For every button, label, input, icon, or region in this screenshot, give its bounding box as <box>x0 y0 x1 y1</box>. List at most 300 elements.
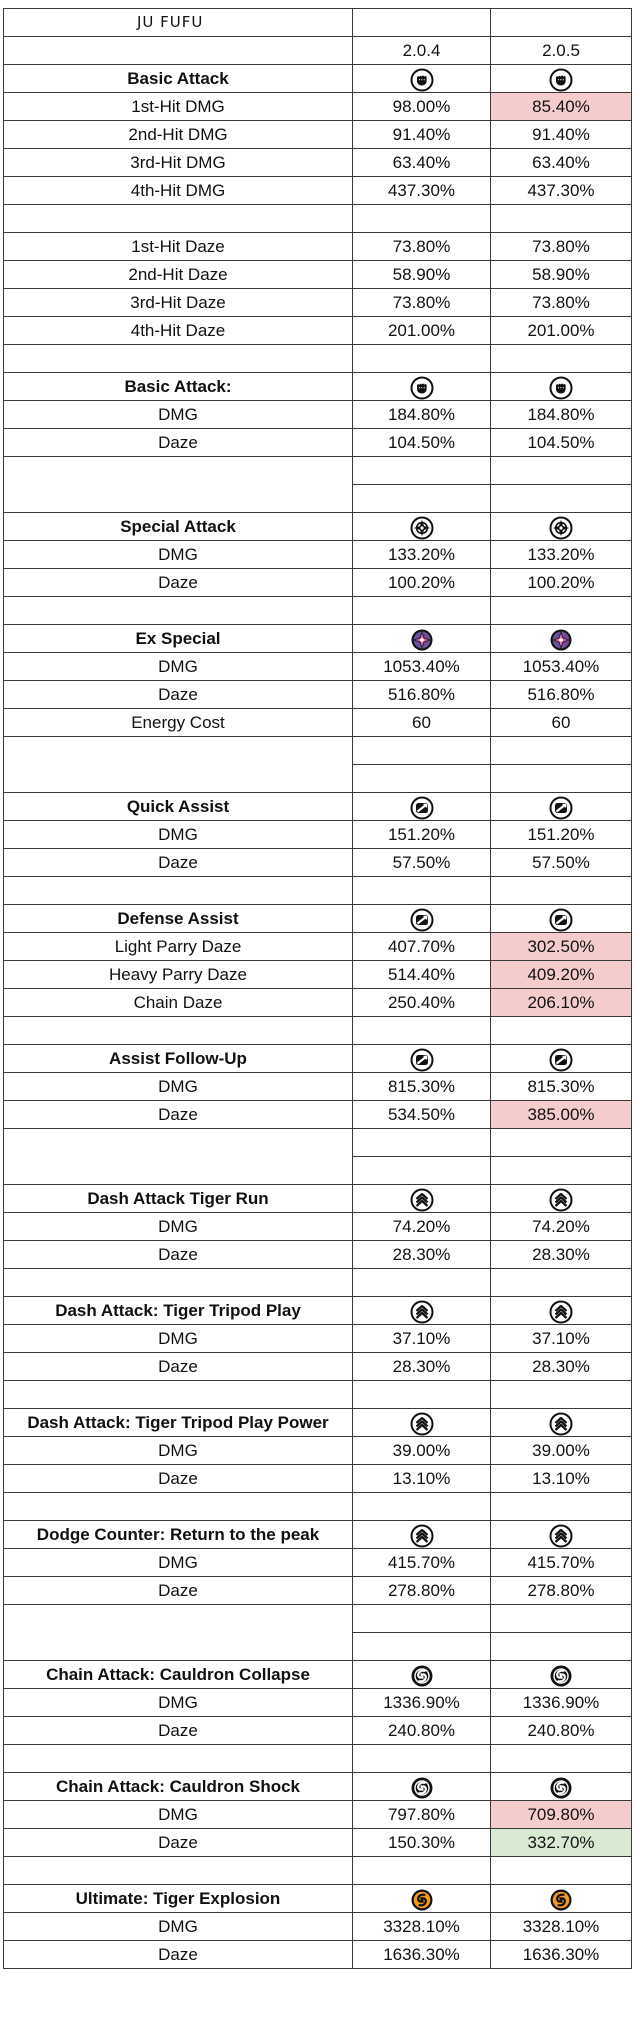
empty-cell <box>491 1381 632 1409</box>
section-title: Defense Assist <box>4 905 353 933</box>
version-icon-cell <box>491 65 632 93</box>
dash-icon <box>549 1300 573 1324</box>
stat-value-old: 797.80% <box>353 1801 491 1829</box>
section-title: Basic Attack: <box>4 373 353 401</box>
empty-cell <box>4 597 353 625</box>
stat-label: Daze <box>4 429 353 457</box>
section-header-row <box>4 1885 632 1913</box>
stat-value-old: 3328.10% <box>353 1913 491 1941</box>
stat-label: Daze <box>4 1577 353 1605</box>
version-icon-cell <box>353 1185 491 1213</box>
version-icon-cell <box>353 1773 491 1801</box>
section-title: Chain Attack: Cauldron Shock <box>4 1773 353 1801</box>
stat-value-new: 206.10% <box>491 989 632 1017</box>
stat-value-new: 73.80% <box>491 233 632 261</box>
spacer-row <box>4 1017 632 1045</box>
spacer-row <box>4 1269 632 1297</box>
assist-icon <box>410 1048 434 1072</box>
assist-icon <box>410 908 434 932</box>
section-title: Dash Attack: Tiger Tripod Play Power <box>4 1409 353 1437</box>
empty-cell <box>491 9 632 37</box>
version-icon-cell <box>353 905 491 933</box>
stat-value-old: 415.70% <box>353 1549 491 1577</box>
stat-value-new: 63.40% <box>491 149 632 177</box>
empty-cell <box>491 597 632 625</box>
stat-row <box>4 93 632 121</box>
empty-cell <box>491 765 632 793</box>
stat-value-old: 73.80% <box>353 233 491 261</box>
empty-cell <box>353 1605 491 1633</box>
stat-row <box>4 849 632 877</box>
section-header-row <box>4 373 632 401</box>
version-icon-cell <box>491 1885 632 1913</box>
stat-value-new: 516.80% <box>491 681 632 709</box>
empty-cell <box>353 1269 491 1297</box>
stat-label: Daze <box>4 569 353 597</box>
stat-row <box>4 541 632 569</box>
version-icon-cell <box>491 793 632 821</box>
stat-label: Daze <box>4 1465 353 1493</box>
stat-value-new: 151.20% <box>491 821 632 849</box>
stat-value-new: 28.30% <box>491 1353 632 1381</box>
section-header-row <box>4 905 632 933</box>
spacer-row <box>4 1381 632 1409</box>
stat-value-old: 91.40% <box>353 121 491 149</box>
spacer-row <box>4 877 632 905</box>
basic-attack-icon <box>549 376 573 400</box>
stat-label: Daze <box>4 849 353 877</box>
version-icon-cell <box>353 1297 491 1325</box>
empty-cell <box>353 1381 491 1409</box>
spacer-row <box>4 1605 632 1633</box>
section-header-row <box>4 1185 632 1213</box>
sheet-title: JU FUFU <box>4 9 353 37</box>
stats-table-body <box>4 9 632 1969</box>
assist-icon <box>549 908 573 932</box>
version-icon-cell <box>353 65 491 93</box>
stat-value-new: 85.40% <box>491 93 632 121</box>
stat-row <box>4 1577 632 1605</box>
stat-row <box>4 1717 632 1745</box>
section-header-row <box>4 1045 632 1073</box>
stat-row <box>4 401 632 429</box>
stat-value-old: 516.80% <box>353 681 491 709</box>
empty-cell <box>491 345 632 373</box>
stat-value-old: 184.80% <box>353 401 491 429</box>
stat-value-old: 514.40% <box>353 961 491 989</box>
stat-label: DMG <box>4 1549 353 1577</box>
empty-cell <box>353 485 491 513</box>
section-header-row <box>4 1297 632 1325</box>
stat-row <box>4 149 632 177</box>
empty-cell <box>4 1605 353 1661</box>
empty-cell <box>491 205 632 233</box>
stat-value-old: 100.20% <box>353 569 491 597</box>
stat-value-old: 815.30% <box>353 1073 491 1101</box>
stat-value-new: 13.10% <box>491 1465 632 1493</box>
chain-attack-icon <box>410 1776 434 1800</box>
spacer-row <box>4 457 632 485</box>
stat-row <box>4 821 632 849</box>
stat-value-old: 63.40% <box>353 149 491 177</box>
empty-cell <box>4 737 353 793</box>
empty-cell <box>491 1269 632 1297</box>
dash-icon <box>549 1188 573 1212</box>
empty-cell <box>491 485 632 513</box>
chain-attack-icon <box>549 1664 573 1688</box>
empty-cell <box>4 1745 353 1773</box>
spacer-row <box>4 737 632 765</box>
empty-cell <box>353 457 491 485</box>
stat-value-old: 133.20% <box>353 541 491 569</box>
empty-cell <box>353 1157 491 1185</box>
spacer-row <box>4 345 632 373</box>
empty-cell <box>491 1017 632 1045</box>
version-icon-cell <box>353 1409 491 1437</box>
basic-attack-icon <box>410 68 434 92</box>
empty-cell <box>4 1129 353 1185</box>
stat-row <box>4 233 632 261</box>
stat-label: DMG <box>4 1801 353 1829</box>
version-icon-cell <box>491 1661 632 1689</box>
spacer-row <box>4 1493 632 1521</box>
empty-cell <box>353 1857 491 1885</box>
stat-row <box>4 1549 632 1577</box>
stat-label: DMG <box>4 1689 353 1717</box>
stat-row <box>4 1101 632 1129</box>
stat-row <box>4 1941 632 1969</box>
empty-cell <box>4 1857 353 1885</box>
section-title: Assist Follow-Up <box>4 1045 353 1073</box>
empty-cell <box>353 1745 491 1773</box>
section-header-row <box>4 793 632 821</box>
stat-value-new: 409.20% <box>491 961 632 989</box>
stat-value-new: 3328.10% <box>491 1913 632 1941</box>
empty-cell <box>491 457 632 485</box>
dash-icon <box>549 1524 573 1548</box>
empty-cell <box>4 37 353 65</box>
section-title: Dash Attack: Tiger Tripod Play <box>4 1297 353 1325</box>
stat-value-new: 74.20% <box>491 1213 632 1241</box>
stat-label: DMG <box>4 1437 353 1465</box>
stat-value-new: 1636.30% <box>491 1941 632 1969</box>
section-header-row <box>4 1521 632 1549</box>
stat-value-new: 815.30% <box>491 1073 632 1101</box>
title-row <box>4 9 632 37</box>
stat-row <box>4 569 632 597</box>
empty-cell <box>353 877 491 905</box>
version-icon-cell <box>353 373 491 401</box>
stat-label: Daze <box>4 681 353 709</box>
section-title: Dodge Counter: Return to the peak <box>4 1521 353 1549</box>
stat-label: 3rd-Hit DMG <box>4 149 353 177</box>
stat-row <box>4 261 632 289</box>
dash-icon <box>410 1188 434 1212</box>
stat-label: Daze <box>4 1353 353 1381</box>
stat-label: Chain Daze <box>4 989 353 1017</box>
stat-label: 4th-Hit DMG <box>4 177 353 205</box>
section-title: Special Attack <box>4 513 353 541</box>
stat-row <box>4 1689 632 1717</box>
section-title: Chain Attack: Cauldron Collapse <box>4 1661 353 1689</box>
version-icon-cell <box>491 1409 632 1437</box>
stat-row <box>4 1437 632 1465</box>
empty-cell <box>491 1605 632 1633</box>
version-icon-cell <box>491 1185 632 1213</box>
version-label: 2.0.4 <box>353 37 491 65</box>
assist-icon <box>549 1048 573 1072</box>
stat-row <box>4 429 632 457</box>
section-header-row <box>4 65 632 93</box>
stat-value-new: 201.00% <box>491 317 632 345</box>
empty-cell <box>353 345 491 373</box>
empty-cell <box>491 1633 632 1661</box>
stat-value-new: 415.70% <box>491 1549 632 1577</box>
spacer-row <box>4 1129 632 1157</box>
stat-row <box>4 1241 632 1269</box>
stat-label: DMG <box>4 401 353 429</box>
spacer-row <box>4 597 632 625</box>
stat-value-new: 60 <box>491 709 632 737</box>
stat-value-old: 28.30% <box>353 1241 491 1269</box>
stat-label: 2nd-Hit Daze <box>4 261 353 289</box>
empty-cell <box>353 1633 491 1661</box>
stat-value-new: 73.80% <box>491 289 632 317</box>
stat-value-new: 28.30% <box>491 1241 632 1269</box>
empty-cell <box>491 1157 632 1185</box>
stat-value-old: 407.70% <box>353 933 491 961</box>
stat-row <box>4 1913 632 1941</box>
section-header-row <box>4 1773 632 1801</box>
stat-value-new: 1336.90% <box>491 1689 632 1717</box>
version-icon-cell <box>353 1521 491 1549</box>
basic-attack-icon <box>549 68 573 92</box>
section-title: Ultimate: Tiger Explosion <box>4 1885 353 1913</box>
stat-value-new: 302.50% <box>491 933 632 961</box>
section-title: Dash Attack Tiger Run <box>4 1185 353 1213</box>
empty-cell <box>353 1493 491 1521</box>
stat-label: DMG <box>4 821 353 849</box>
version-icon-cell <box>491 513 632 541</box>
version-icon-cell <box>491 1045 632 1073</box>
stat-label: DMG <box>4 1213 353 1241</box>
stat-value-new: 133.20% <box>491 541 632 569</box>
stat-value-old: 250.40% <box>353 989 491 1017</box>
stat-value-old: 1636.30% <box>353 1941 491 1969</box>
stat-row <box>4 1073 632 1101</box>
empty-cell <box>353 765 491 793</box>
stat-label: DMG <box>4 653 353 681</box>
version-icon-cell <box>353 625 491 653</box>
section-header-row <box>4 1661 632 1689</box>
version-icon-cell <box>491 373 632 401</box>
stat-row <box>4 681 632 709</box>
section-header-row <box>4 625 632 653</box>
stat-row <box>4 961 632 989</box>
stat-value-new: 709.80% <box>491 1801 632 1829</box>
section-header-row <box>4 513 632 541</box>
section-header-row <box>4 1409 632 1437</box>
stat-row <box>4 709 632 737</box>
empty-cell <box>353 597 491 625</box>
stat-value-old: 13.10% <box>353 1465 491 1493</box>
stat-value-new: 100.20% <box>491 569 632 597</box>
stat-value-old: 240.80% <box>353 1717 491 1745</box>
stat-value-new: 57.50% <box>491 849 632 877</box>
stat-value-old: 201.00% <box>353 317 491 345</box>
dash-icon <box>410 1300 434 1324</box>
stat-row <box>4 1801 632 1829</box>
dash-icon <box>410 1524 434 1548</box>
dash-icon <box>549 1412 573 1436</box>
stat-value-old: 73.80% <box>353 289 491 317</box>
stat-value-new: 437.30% <box>491 177 632 205</box>
stat-value-old: 39.00% <box>353 1437 491 1465</box>
version-icon-cell <box>353 513 491 541</box>
stat-label: 1st-Hit DMG <box>4 93 353 121</box>
ultimate-icon <box>549 1888 573 1912</box>
stat-label: Light Parry Daze <box>4 933 353 961</box>
version-icon-cell <box>491 1521 632 1549</box>
stat-value-old: 1336.90% <box>353 1689 491 1717</box>
stat-value-old: 98.00% <box>353 93 491 121</box>
stat-row <box>4 653 632 681</box>
stat-label: DMG <box>4 1325 353 1353</box>
stat-label: Heavy Parry Daze <box>4 961 353 989</box>
empty-cell <box>491 737 632 765</box>
stat-row <box>4 1325 632 1353</box>
stat-label: Daze <box>4 1941 353 1969</box>
empty-cell <box>491 1129 632 1157</box>
empty-cell <box>4 877 353 905</box>
empty-cell <box>4 1493 353 1521</box>
stat-label: DMG <box>4 1073 353 1101</box>
empty-cell <box>491 1857 632 1885</box>
empty-cell <box>4 457 353 513</box>
stat-value-new: 58.90% <box>491 261 632 289</box>
stat-row <box>4 1829 632 1857</box>
stat-value-old: 278.80% <box>353 1577 491 1605</box>
version-icon-cell <box>491 905 632 933</box>
stat-row <box>4 289 632 317</box>
empty-cell <box>491 877 632 905</box>
stat-row <box>4 933 632 961</box>
assist-icon <box>549 796 573 820</box>
empty-cell <box>353 1017 491 1045</box>
stat-value-new: 278.80% <box>491 1577 632 1605</box>
stat-value-old: 74.20% <box>353 1213 491 1241</box>
stat-label: 4th-Hit Daze <box>4 317 353 345</box>
section-title: Ex Special <box>4 625 353 653</box>
stat-value-old: 58.90% <box>353 261 491 289</box>
stat-value-old: 37.10% <box>353 1325 491 1353</box>
stat-value-new: 1053.40% <box>491 653 632 681</box>
stat-row <box>4 1465 632 1493</box>
spacer-row <box>4 1745 632 1773</box>
version-icon-cell <box>491 1773 632 1801</box>
spacer-row <box>4 1857 632 1885</box>
version-icon-cell <box>353 1045 491 1073</box>
empty-cell <box>353 737 491 765</box>
empty-cell <box>4 345 353 373</box>
version-icon-cell <box>491 625 632 653</box>
dash-icon <box>410 1412 434 1436</box>
stats-table <box>3 8 632 1969</box>
stat-row <box>4 989 632 1017</box>
stat-value-old: 534.50% <box>353 1101 491 1129</box>
basic-attack-icon <box>410 376 434 400</box>
stat-label: 2nd-Hit DMG <box>4 121 353 149</box>
version-header-row <box>4 37 632 65</box>
stat-label: DMG <box>4 1913 353 1941</box>
ex-special-icon <box>549 628 573 652</box>
version-icon-cell <box>491 1297 632 1325</box>
chain-attack-icon <box>410 1664 434 1688</box>
stat-value-new: 184.80% <box>491 401 632 429</box>
empty-cell <box>4 1269 353 1297</box>
version-label: 2.0.5 <box>491 37 632 65</box>
stat-row <box>4 177 632 205</box>
ex-special-icon <box>410 628 434 652</box>
stat-label: 1st-Hit Daze <box>4 233 353 261</box>
stat-value-new: 39.00% <box>491 1437 632 1465</box>
stat-label: Daze <box>4 1717 353 1745</box>
stat-value-new: 240.80% <box>491 1717 632 1745</box>
empty-cell <box>353 1129 491 1157</box>
stat-value-new: 104.50% <box>491 429 632 457</box>
version-icon-cell <box>353 1661 491 1689</box>
empty-cell <box>4 205 353 233</box>
empty-cell <box>491 1745 632 1773</box>
version-icon-cell <box>353 1885 491 1913</box>
stat-value-new: 385.00% <box>491 1101 632 1129</box>
stat-label: DMG <box>4 541 353 569</box>
stat-label: Daze <box>4 1829 353 1857</box>
stat-value-old: 151.20% <box>353 821 491 849</box>
stat-row <box>4 1213 632 1241</box>
stat-value-old: 1053.40% <box>353 653 491 681</box>
stat-value-old: 150.30% <box>353 1829 491 1857</box>
stat-row <box>4 121 632 149</box>
stat-value-old: 104.50% <box>353 429 491 457</box>
assist-icon <box>410 796 434 820</box>
stat-value-new: 91.40% <box>491 121 632 149</box>
special-attack-icon <box>410 516 434 540</box>
stat-value-new: 332.70% <box>491 1829 632 1857</box>
special-attack-icon <box>549 516 573 540</box>
stat-row <box>4 1353 632 1381</box>
spacer-row <box>4 205 632 233</box>
stat-value-old: 437.30% <box>353 177 491 205</box>
stat-label: Daze <box>4 1101 353 1129</box>
empty-cell <box>4 1381 353 1409</box>
stat-value-new: 37.10% <box>491 1325 632 1353</box>
stat-value-old: 60 <box>353 709 491 737</box>
empty-cell <box>353 205 491 233</box>
stat-row <box>4 317 632 345</box>
ultimate-icon <box>410 1888 434 1912</box>
stat-label: Energy Cost <box>4 709 353 737</box>
version-icon-cell <box>353 793 491 821</box>
stat-value-old: 28.30% <box>353 1353 491 1381</box>
stat-label: 3rd-Hit Daze <box>4 289 353 317</box>
section-title: Quick Assist <box>4 793 353 821</box>
empty-cell <box>353 9 491 37</box>
stat-label: Daze <box>4 1241 353 1269</box>
section-title: Basic Attack <box>4 65 353 93</box>
chain-attack-icon <box>549 1776 573 1800</box>
empty-cell <box>4 1017 353 1045</box>
